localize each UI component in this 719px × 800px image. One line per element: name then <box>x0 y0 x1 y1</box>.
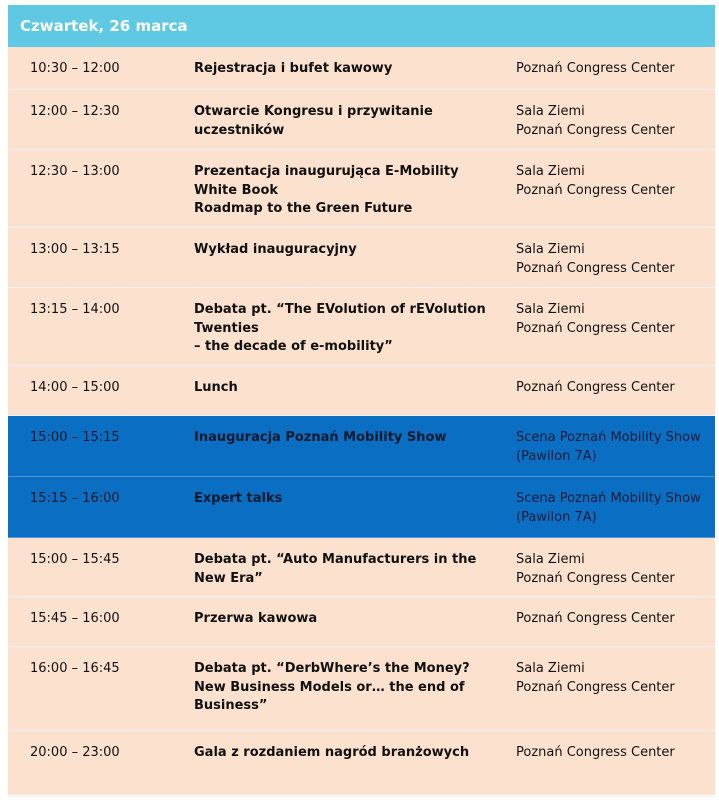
row-title <box>194 660 499 716</box>
row-place-line: Poznań Congress Center <box>516 570 675 586</box>
row-place <box>516 241 711 278</box>
row-place <box>516 660 711 697</box>
row-place-line: Sala Ziemi <box>516 242 585 257</box>
schedule-table <box>8 5 715 795</box>
row-place <box>516 163 711 200</box>
row-place <box>516 610 711 629</box>
row-place-line: Poznań Congress Center <box>516 260 675 276</box>
row-title-line: Debata pt. “DerbWhere’s the Money? <box>194 661 470 676</box>
schedule-row <box>8 288 715 366</box>
row-title-line: Przerwa kawowa <box>194 611 318 626</box>
schedule-row <box>8 366 715 416</box>
schedule-rows <box>8 47 715 797</box>
row-place-line: Scena Poznań Mobility Show <box>516 491 701 506</box>
row-title-line: Expert talks <box>194 491 283 506</box>
row-title-line: New Business Models or… the end of Business” <box>194 679 465 713</box>
row-title <box>194 241 499 260</box>
row-place <box>516 103 711 140</box>
row-place-line: Poznań Congress Center <box>516 611 675 626</box>
row-title-line: Otwarcie Kongresu i przywitanie uczestników <box>194 104 433 138</box>
row-place-line: Sala Ziemi <box>516 164 585 179</box>
row-time: 15:15 – 16:00 <box>30 491 120 506</box>
row-time: 13:00 – 13:15 <box>30 242 120 257</box>
row-time: 13:15 – 14:00 <box>30 302 120 317</box>
row-title-line: Debata pt. “The EVolution of rEVolution Twenties <box>194 302 486 336</box>
row-time: 20:00 – 23:00 <box>30 745 120 760</box>
row-place <box>516 379 711 398</box>
row-time: 15:00 – 15:45 <box>30 552 120 567</box>
row-title <box>194 429 499 448</box>
row-title-line: Prezentacja inaugurująca E-Mobility White Book <box>194 164 459 198</box>
row-place-line: Poznań Congress Center <box>516 380 675 395</box>
row-place <box>516 490 711 527</box>
row-place <box>516 744 711 763</box>
row-title <box>194 490 499 509</box>
row-place <box>516 60 711 79</box>
row-place-line: Poznań Congress Center <box>516 182 675 198</box>
row-title-line: Lunch <box>194 380 238 395</box>
row-title <box>194 610 499 629</box>
row-place-line: Poznań Congress Center <box>516 679 675 695</box>
row-title-line: Roadmap to the Green Future <box>194 201 413 216</box>
row-title <box>194 551 499 588</box>
row-title <box>194 60 499 79</box>
row-place-line: Sala Ziemi <box>516 661 585 676</box>
schedule-row <box>8 416 715 477</box>
row-place-line: Sala Ziemi <box>516 302 585 317</box>
row-title-line: Gala z rozdaniem nagród branżowych <box>194 745 470 760</box>
row-place-line: (Pawilon 7A) <box>516 509 597 525</box>
row-title-line: Debata pt. “Auto Manufacturers in the New Era” <box>194 552 477 586</box>
row-place-line: Poznań Congress Center <box>516 745 675 760</box>
schedule-row <box>8 47 715 90</box>
row-place <box>516 429 711 466</box>
row-title-line: – the decade of e-mobility” <box>194 339 393 354</box>
row-time: 12:30 – 13:00 <box>30 164 120 179</box>
row-title <box>194 379 499 398</box>
row-time: 15:00 – 15:15 <box>30 430 120 445</box>
row-place-line: Scena Poznań Mobility Show <box>516 430 701 445</box>
row-place <box>516 301 711 338</box>
schedule-row <box>8 597 715 647</box>
row-time: 14:00 – 15:00 <box>30 380 120 395</box>
row-time: 16:00 – 16:45 <box>30 661 120 676</box>
row-place <box>516 551 711 588</box>
schedule-row <box>8 538 715 597</box>
row-title-line: Wykład inauguracyjny <box>194 242 357 257</box>
row-place-line: Sala Ziemi <box>516 104 585 119</box>
row-time: 12:00 – 12:30 <box>30 104 120 119</box>
row-title <box>194 163 499 219</box>
row-title <box>194 103 499 140</box>
day-header: Czwartek, 26 marca <box>8 5 715 47</box>
schedule-row <box>8 90 715 150</box>
schedule-row <box>8 228 715 288</box>
schedule-row <box>8 477 715 538</box>
schedule-row <box>8 150 715 228</box>
row-time: 10:30 – 12:00 <box>30 61 120 76</box>
row-place-line: Poznań Congress Center <box>516 320 675 336</box>
row-time: 15:45 – 16:00 <box>30 611 120 626</box>
row-place-line: Sala Ziemi <box>516 552 585 567</box>
row-place-line: Poznań Congress Center <box>516 61 675 76</box>
row-place-line: (Pawilon 7A) <box>516 448 597 464</box>
row-place-line: Poznań Congress Center <box>516 122 675 138</box>
row-title <box>194 744 499 763</box>
schedule-row <box>8 647 715 731</box>
row-title-line: Rejestracja i bufet kawowy <box>194 61 393 76</box>
row-title-line: Inauguracja Poznań Mobility Show <box>194 430 447 445</box>
schedule-row <box>8 731 715 797</box>
row-title <box>194 301 499 357</box>
